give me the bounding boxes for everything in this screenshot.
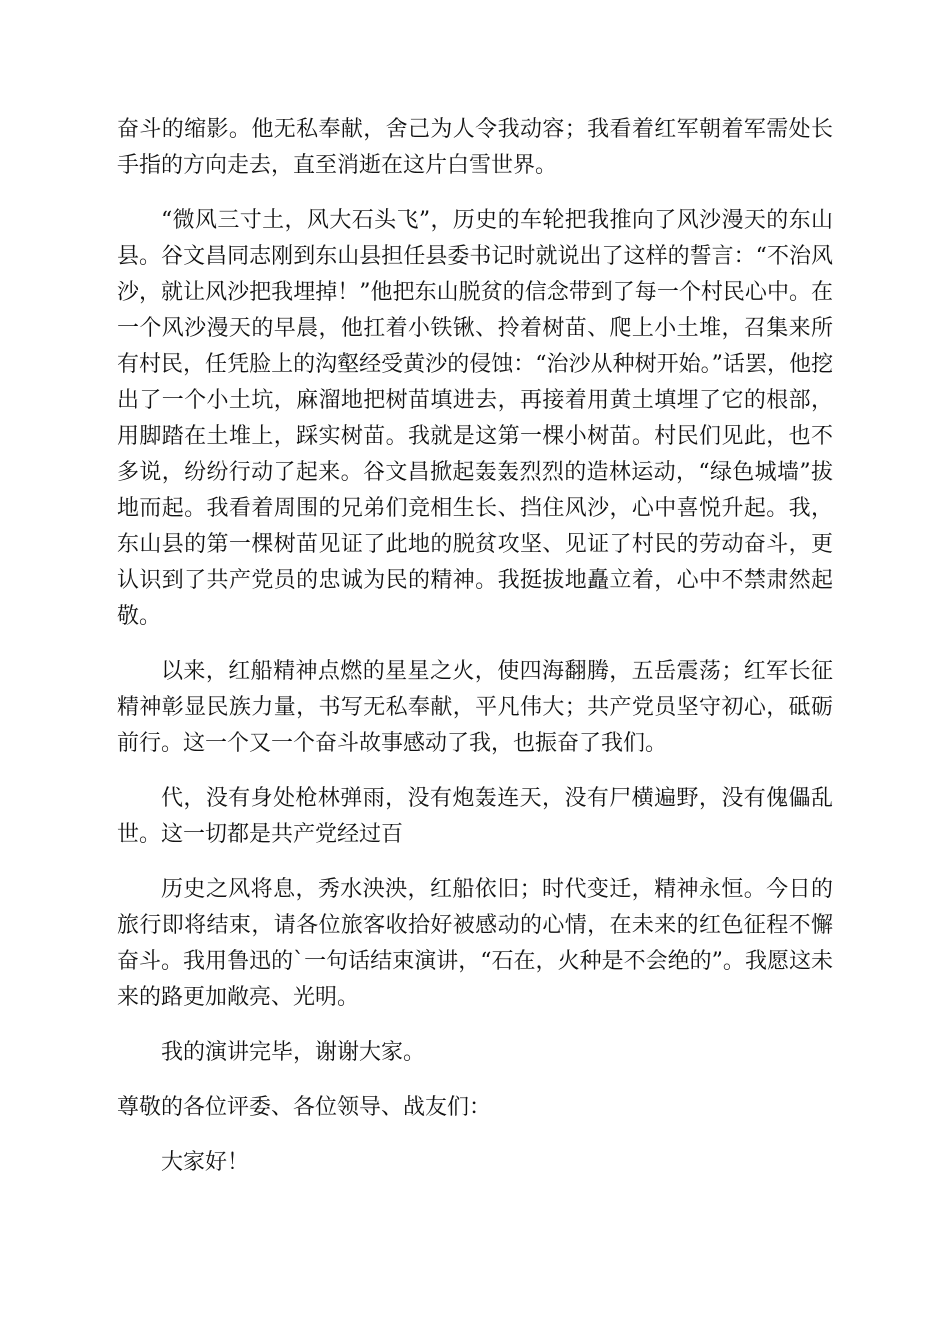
document-body [117,112,833,1200]
paragraph-4: 代，没有身处枪林弹雨，没有炮轰连天，没有尸横遍野，没有傀儡乱世。这一切都是共产党经过百 [117,786,833,847]
paragraph-6: 我的演讲完毕，谢谢大家。 [161,1040,426,1065]
paragraph-3: 以来，红船精神点燃的星星之火，使四海翻腾，五岳震荡；红军长征精神彰显民族力量，书写无私奉献，平凡伟大；共产党员坚守初心，砥砺前行。这一个又一个奋斗故事感动了我，也振奋了我们。 [117,659,833,756]
paragraph-1: 奋斗的缩影。他无私奉献，舍己为人令我动容；我看着红军朝着军需处长手指的方向走去，直至消逝在这片白雪世界。 [117,117,833,178]
paragraph-5: 历史之风将息，秀水泱泱，红船依旧；时代变迁，精神永恒。今日的旅行即将结束，请各位旅客收拾好被感动的心情，在未来的红色征程不懈奋斗。我用鲁迅的`一句话结束演讲，“石在，火种是不会绝的”。我愿这未来的路更加敞亮、光明。 [117,877,833,1010]
paragraph-7: 尊敬的各位评委、各位领导、战友们： [117,1095,492,1120]
paragraph-8: 大家好！ [161,1150,250,1175]
paragraph-2: “微风三寸土，风大石头飞”，历史的车轮把我推向了风沙漫天的东山县。谷文昌同志刚到东山县担任县委书记时就说出了这样的誓言：“不治风沙，就让风沙把我埋掉！”他把东山脱贫的信念带到了每一个村民心中。在一个风沙漫天的早晨，他扛着小铁锹、拎着树苗、爬上小土堆，召集来所有村民，任凭脸上的沟壑经受黄沙的侵蚀：“治沙从种树开始。”话罢，他挖出了一个小土坑，麻溜地把树苗填进去，再接着用黄土填埋了它的根部，用脚踏在土堆上，踩实树苗。我就是这第一棵小树苗。村民们见此，也不多说，纷纷行动了起来。谷文昌掀起轰轰烈烈的造林运动，“绿色城墙”拔地而起。我看着周围的兄弟们竞相生长、挡住风沙，心中喜悦升起。我，东山县的第一棵树苗见证了此地的脱贫攻坚、见证了村民的劳动奋斗，更认识到了共产党员的忠诚为民的精神。我挺拔地矗立着，心中不禁肃然起敬。 [117,208,833,629]
